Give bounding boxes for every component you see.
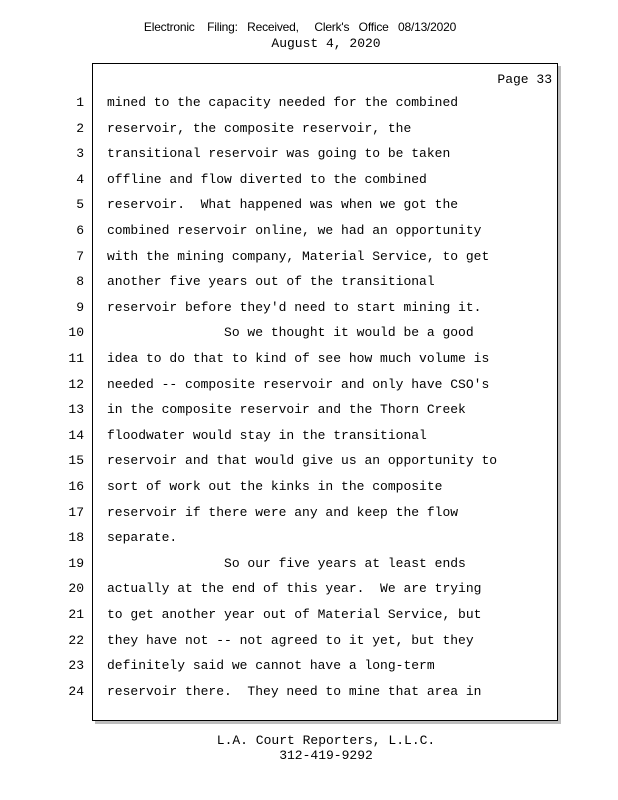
line-text: sort of work out the kinks in the composite [107,479,443,494]
line-text: in the composite reservoir and the Thorn Creek [107,402,466,417]
line-number: 9 [76,300,84,315]
line-number: 11 [68,351,84,366]
line-number: 16 [68,479,84,494]
line-number: 18 [68,530,84,545]
line-text: reservoir before they'd need to start mining it. [107,300,482,315]
line-text: reservoir and that would give us an opportunity to [107,453,498,468]
line-number: 20 [68,581,84,596]
line-text: offline and flow diverted to the combined [107,172,427,187]
line-number: 3 [76,146,84,161]
line-number: 1 [76,95,84,110]
line-text: reservoir. What happened was when we got the [107,197,459,212]
line-text: to get another year out of Material Service, but [107,607,482,622]
line-text: they have not -- not agreed to it yet, but they [107,633,474,648]
line-text: combined reservoir online, we had an opportunity [107,223,482,238]
reporter-company: L.A. Court Reporters, L.L.C. [216,733,436,748]
transcript-date: August 4, 2020 [271,36,381,51]
line-text: So our five years at least ends [107,556,466,571]
line-number: 17 [68,505,84,520]
line-number: 2 [76,121,84,136]
line-number: 10 [68,325,84,340]
reporter-phone: 312-419-9292 [279,748,373,763]
line-text: So we thought it would be a good [107,325,474,340]
line-number: 15 [68,453,84,468]
line-number: 23 [68,658,84,673]
line-text: transitional reservoir was going to be taken [107,146,451,161]
line-text: needed -- composite reservoir and only have CSO's [107,377,490,392]
page-number: Page 33 [497,72,552,87]
line-number: 8 [76,274,84,289]
line-number: 5 [76,197,84,212]
line-text: reservoir if there were any and keep the flow [107,505,459,520]
line-number: 14 [68,428,84,443]
line-number: 24 [68,684,84,699]
line-text: reservoir, the composite reservoir, the [107,121,412,136]
line-number: 13 [68,402,84,417]
line-number: 6 [76,223,84,238]
line-text: actually at the end of this year. We are trying [107,581,482,596]
line-text: reservoir there. They need to mine that area in [107,684,482,699]
line-text: another five years out of the transitional [107,274,435,289]
line-text: definitely said we cannot have a long-term [107,658,435,673]
line-number: 19 [68,556,84,571]
line-text: floodwater would stay in the transitional [107,428,427,443]
line-text: idea to do that to kind of see how much volume is [107,351,490,366]
line-text: separate. [107,530,178,545]
line-text: with the mining company, Material Service, to get [107,249,490,264]
line-number: 22 [68,633,84,648]
line-number: 12 [68,377,84,392]
line-text: mined to the capacity needed for the combined [107,95,459,110]
line-number: 21 [68,607,84,622]
line-number: 4 [76,172,84,187]
filing-stamp: Electronic Filing: Received, Clerk's Office 08/13/2020 [143,20,457,34]
line-number: 7 [76,249,84,264]
